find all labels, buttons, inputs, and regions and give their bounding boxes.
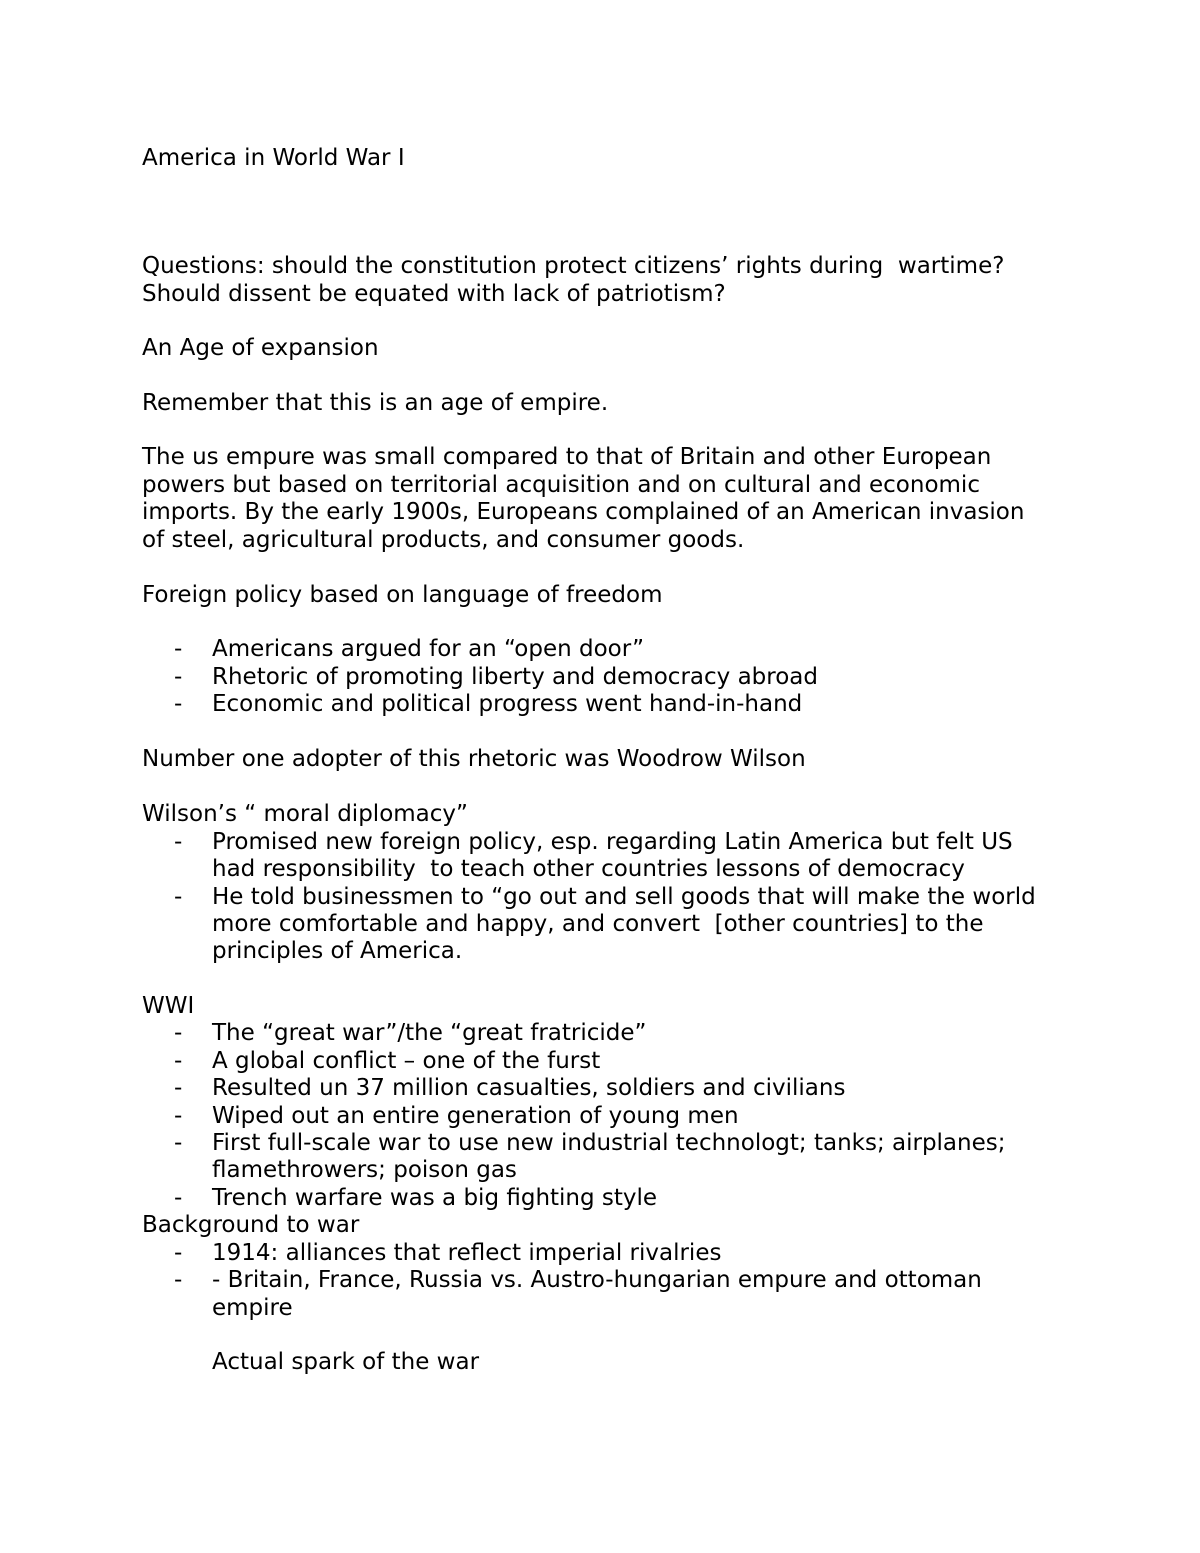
empire-paragraph-line: of steel, agricultural products, and consumer goods. [142,527,745,553]
section-heading-background: Background to war [142,1212,360,1238]
bullet-dash: - [174,691,183,717]
section-heading-wilson: Wilson’s “ moral diplomacy” [142,801,468,827]
bullet-dash: - [174,1020,183,1046]
bullet-dash: - [174,1240,183,1266]
bullet-item-continuation: had responsibility to teach other countries lessons of democracy [212,856,965,882]
document-title: America in World War I [142,145,405,171]
bullet-item: A global conflict – one of the furst [212,1048,601,1074]
bullet-item: Promised new foreign policy, esp. regarding Latin America but felt US [212,829,1013,855]
bullet-item: Rhetoric of promoting liberty and democracy abroad [212,664,818,690]
bullet-item: Trench warfare was a big fighting style [212,1185,658,1211]
bullet-item-continuation: flamethrowers; poison gas [212,1157,517,1183]
section-heading-age: An Age of expansion [142,335,379,361]
questions-line-1: Questions: should the constitution protect citizens’ rights during wartime? [142,253,1005,279]
bullet-item: He told businessmen to “go out and sell goods that will make the world [212,884,1036,910]
bullet-dash: - [174,1130,183,1156]
bullet-dash: - [174,1103,183,1129]
bullet-dash: - [174,1267,183,1293]
bullet-item-continuation: more comfortable and happy, and convert [other countries] to the [212,911,984,937]
bullet-item: - Britain, France, Russia vs. Austro-hungarian empure and ottoman [212,1267,982,1293]
bullet-dash: - [174,1075,183,1101]
bullet-dash: - [174,636,183,662]
bullet-dash: - [174,664,183,690]
bullet-item: Resulted un 37 million casualties, soldiers and civilians [212,1075,846,1101]
bullet-item: Economic and political progress went hand-in-hand [212,691,803,717]
bullet-item: Americans argued for an “open door” [212,636,645,662]
remember-line: Remember that this is an age of empire. [142,390,609,416]
bullet-item: Wiped out an entire generation of young men [212,1103,739,1129]
section-heading-foreign-policy: Foreign policy based on language of freedom [142,582,663,608]
spark-line: Actual spark of the war [212,1349,480,1375]
bullet-item: The “great war”/the “great fratricide” [212,1020,647,1046]
bullet-dash: - [174,1048,183,1074]
empire-paragraph-line: powers but based on territorial acquisition and on cultural and economic [142,472,980,498]
bullet-item: First full-scale war to use new industrial technologt; tanks; airplanes; [212,1130,1006,1156]
adopter-line: Number one adopter of this rhetoric was Woodrow Wilson [142,746,806,772]
bullet-item-continuation: principles of America. [212,938,463,964]
empire-paragraph-line: The us empure was small compared to that of Britain and other European [142,444,992,470]
section-heading-wwi: WWI [142,993,195,1019]
bullet-item-continuation: empire [212,1295,293,1321]
bullet-dash: - [174,884,183,910]
questions-line-2: Should dissent be equated with lack of patriotism? [142,281,726,307]
bullet-dash: - [174,829,183,855]
empire-paragraph-line: imports. By the early 1900s, Europeans complained of an American invasion [142,499,1025,525]
bullet-dash: - [174,1185,183,1211]
bullet-item: 1914: alliances that reflect imperial rivalries [212,1240,722,1266]
